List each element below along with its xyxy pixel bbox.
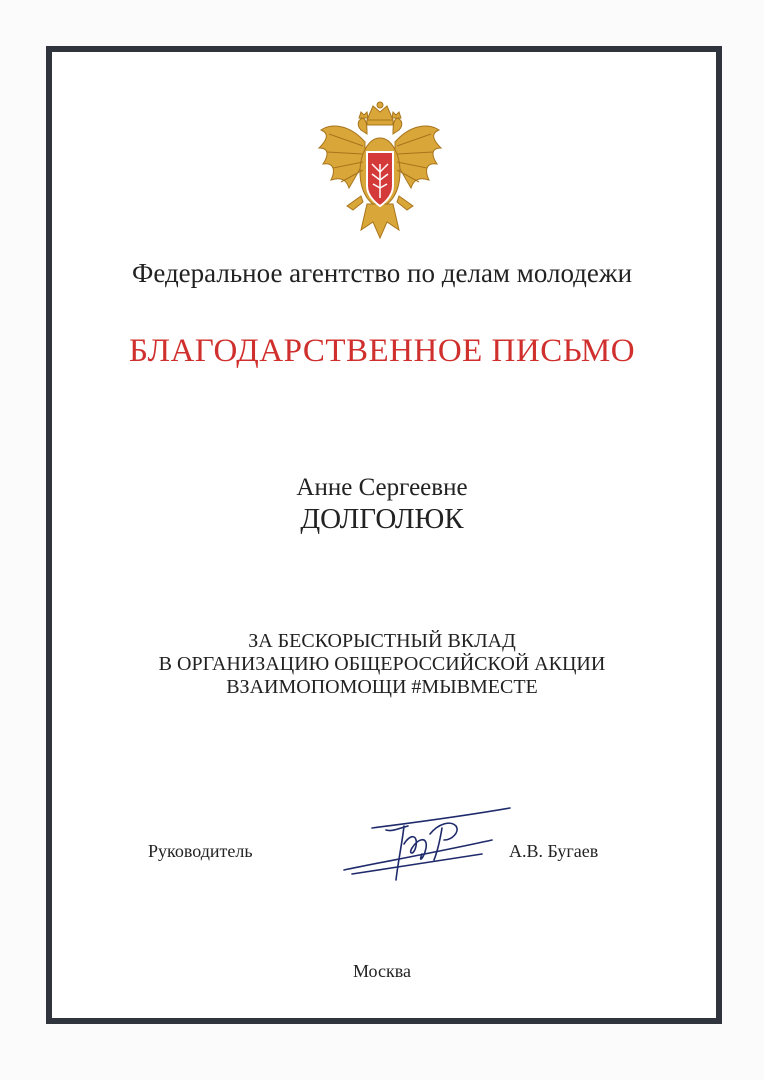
recipient-last-name: ДОЛГОЛЮК	[300, 503, 464, 535]
signatory-role: Руководитель	[148, 841, 253, 861]
signatory-name: А.В. Бугаев	[509, 841, 599, 861]
city-name: Москва	[353, 961, 411, 981]
recipient-first-names: Анне Сергеевне	[296, 474, 468, 501]
award-reason-line: ЗА БЕСКОРЫСТНЫЙ ВКЛАД	[248, 630, 516, 652]
document-title: БЛАГОДАРСТВЕННОЕ ПИСЬМО	[128, 333, 636, 369]
award-reason	[0, 630, 764, 699]
double-headed-eagle-emblem-icon	[317, 100, 443, 244]
organization-name: Федеральное агентство по делам молодежи	[131, 258, 633, 288]
award-reason-line: ВЗАИМОПОМОЩИ #МЫВМЕСТЕ	[226, 676, 538, 698]
handwritten-signature	[342, 804, 514, 884]
award-reason-line: В ОРГАНИЗАЦИЮ ОБЩЕРОССИЙСКОЙ АКЦИИ	[158, 653, 606, 675]
